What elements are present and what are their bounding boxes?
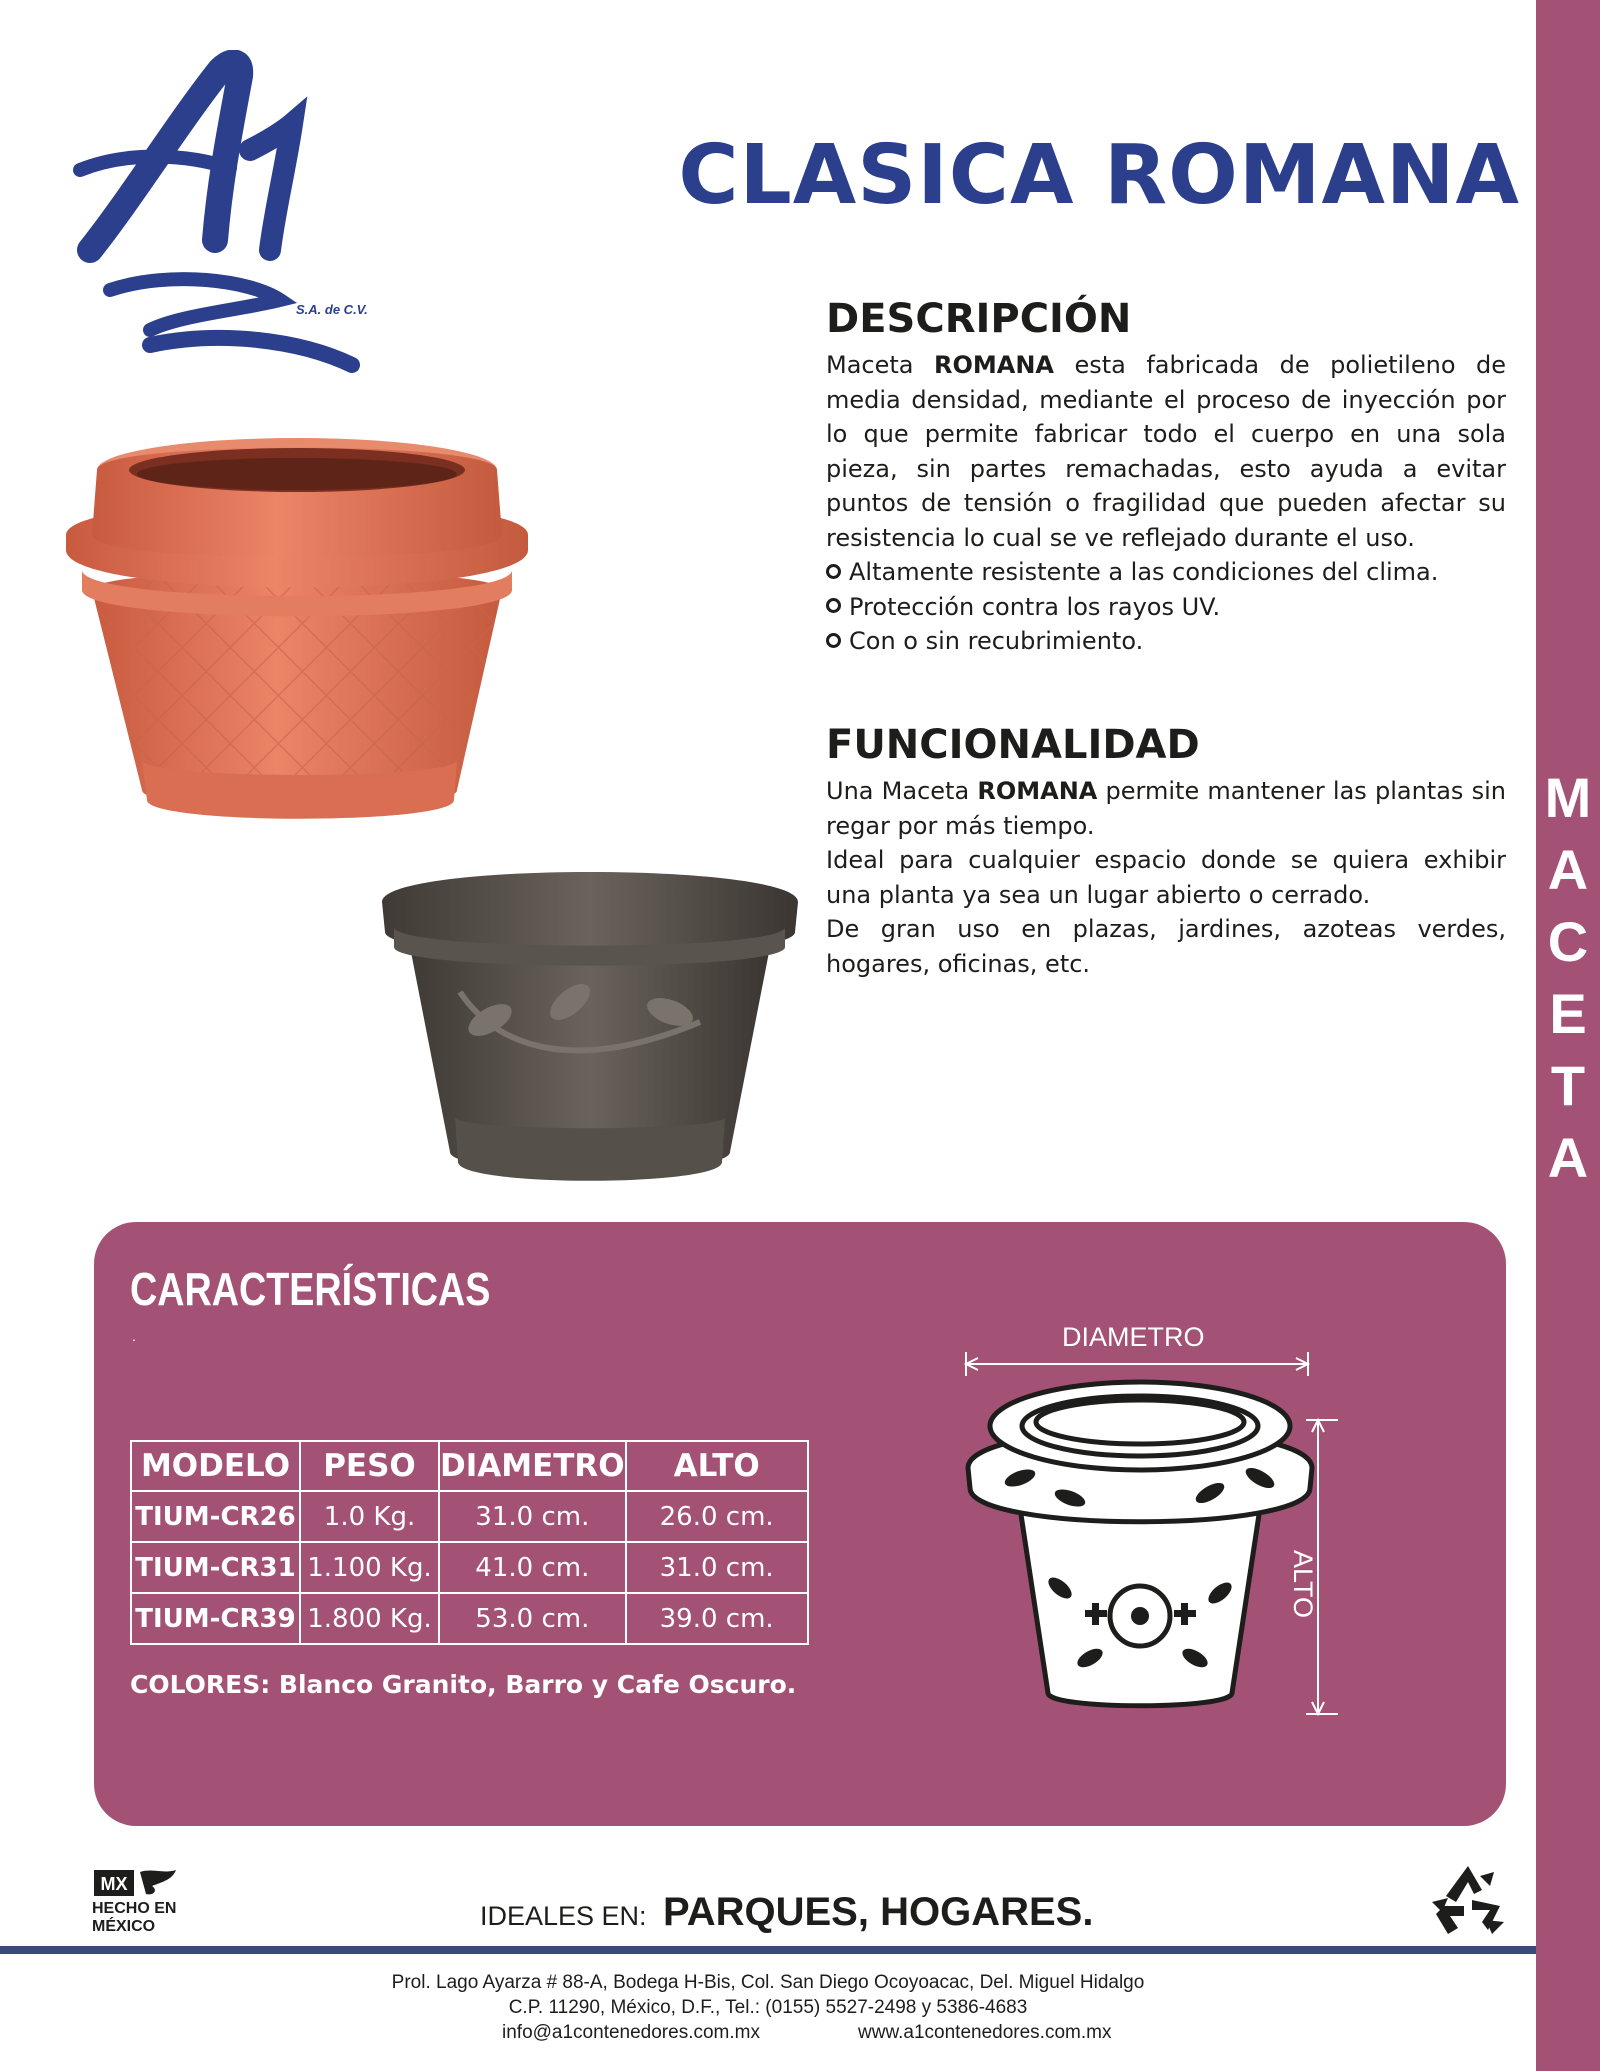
bullet-icon	[826, 633, 841, 648]
sidebar-letter: E	[1549, 982, 1587, 1045]
sidebar-word	[1536, 762, 1600, 1194]
funcionalidad-heading: FUNCIONALIDAD	[826, 722, 1200, 768]
address-line: Prol. Lago Ayarza # 88-A, Bodega H-Bis, Col. San Diego Ocoyoacac, Del. Miguel Hidalgo	[391, 1972, 1145, 1993]
alto-label: ALTO	[1288, 1550, 1318, 1619]
descripcion-intro: Maceta ROMANA esta fabricada de polietileno de media densidad, mediante el proceso de inyección por lo que permite fabricar todo el cuerpo en una sola pieza, sin partes remachadas, esto ayuda a evitar puntos de tensión o fragilidad que pueden afectar su resistencia lo cual se ve reflejado durante el uso.	[826, 351, 1506, 552]
col-header: MODELO	[131, 1441, 300, 1491]
col-header: ALTO	[626, 1441, 808, 1491]
table-cell: 1.100 Kg.	[300, 1542, 439, 1593]
feature-bullet: Con o sin recubrimiento.	[826, 624, 1506, 659]
feature-bullet: Altamente resistente a las condiciones del clima.	[826, 555, 1506, 590]
pot-diagram	[960, 1318, 1350, 1728]
a1-logo	[70, 50, 400, 400]
feature-bullet: Protección contra los rayos UV.	[826, 590, 1506, 625]
svg-text:MX: MX	[100, 1874, 128, 1894]
sidebar-letter: M	[1544, 766, 1592, 829]
dark-pot-image	[380, 852, 800, 1197]
ideales-value: PARQUES, HOGARES.	[663, 1890, 1094, 1934]
table-cell: TIUM-CR31	[131, 1542, 300, 1593]
col-header: DIAMETRO	[439, 1441, 626, 1491]
bullet-icon	[826, 598, 841, 613]
table-cell: TIUM-CR26	[131, 1491, 300, 1542]
hecho-en-mexico: HECHO EN MÉXICO	[92, 1900, 177, 1935]
email-link[interactable]: info@a1contenedores.com.mx	[502, 2022, 760, 2043]
sidebar-letter: A	[1547, 838, 1589, 901]
caracteristicas-heading: CARACTERÍSTICAS	[130, 1263, 491, 1315]
logo-subtitle: S.A. de C.V.	[296, 302, 368, 317]
table-cell: 1.0 Kg.	[300, 1491, 439, 1542]
sidebar-letter: C	[1547, 910, 1589, 973]
table-cell: 41.0 cm.	[439, 1542, 626, 1593]
recycle-icon	[1428, 1862, 1508, 1938]
footer-divider	[0, 1946, 1536, 1954]
table-row	[131, 1491, 808, 1542]
descripcion-heading: DESCRIPCIÓN	[826, 296, 1132, 342]
table-cell: 26.0 cm.	[626, 1491, 808, 1542]
table-cell: TIUM-CR39	[131, 1593, 300, 1644]
diametro-label: DIAMETRO	[1062, 1322, 1205, 1352]
table-cell: 31.0 cm.	[439, 1491, 626, 1542]
table-header-row	[131, 1441, 808, 1491]
colores-text: COLORES: Blanco Granito, Barro y Cafe Oscuro.	[130, 1670, 797, 1699]
sidebar-letter: A	[1547, 1126, 1589, 1189]
sidebar-letter: T	[1550, 1054, 1586, 1117]
specs-table	[130, 1440, 809, 1645]
table-cell: 53.0 cm.	[439, 1593, 626, 1644]
table-row	[131, 1542, 808, 1593]
col-header: PESO	[300, 1441, 439, 1491]
table-cell: 39.0 cm.	[626, 1593, 808, 1644]
ideales-label: IDEALES EN:	[480, 1901, 647, 1931]
panel-dot: .	[132, 1328, 136, 1344]
table-row	[131, 1593, 808, 1644]
website-link[interactable]: www.a1contenedores.com.mx	[858, 2022, 1112, 2043]
table-cell: 31.0 cm.	[626, 1542, 808, 1593]
address-line: C.P. 11290, México, D.F., Tel.: (0155) 5527-2498 y 5386-4683	[508, 1997, 1028, 2018]
descripcion-text	[826, 348, 1506, 659]
terracotta-pot-image	[62, 430, 532, 850]
funcionalidad-text: Una Maceta ROMANA permite mantener las plantas sin regar por más tiempo. Ideal para cualquier espacio donde se quiera exhibir una planta ya sea un lugar abierto o cerrado. De gran uso en plazas, jardines, azoteas verdes, hogares, oficinas, etc.	[826, 777, 1506, 978]
table-cell: 1.800 Kg.	[300, 1593, 439, 1644]
ideales-en	[480, 1890, 1093, 1935]
page-title: CLASICA ROMANA	[678, 128, 1520, 223]
bullet-icon	[826, 564, 841, 579]
